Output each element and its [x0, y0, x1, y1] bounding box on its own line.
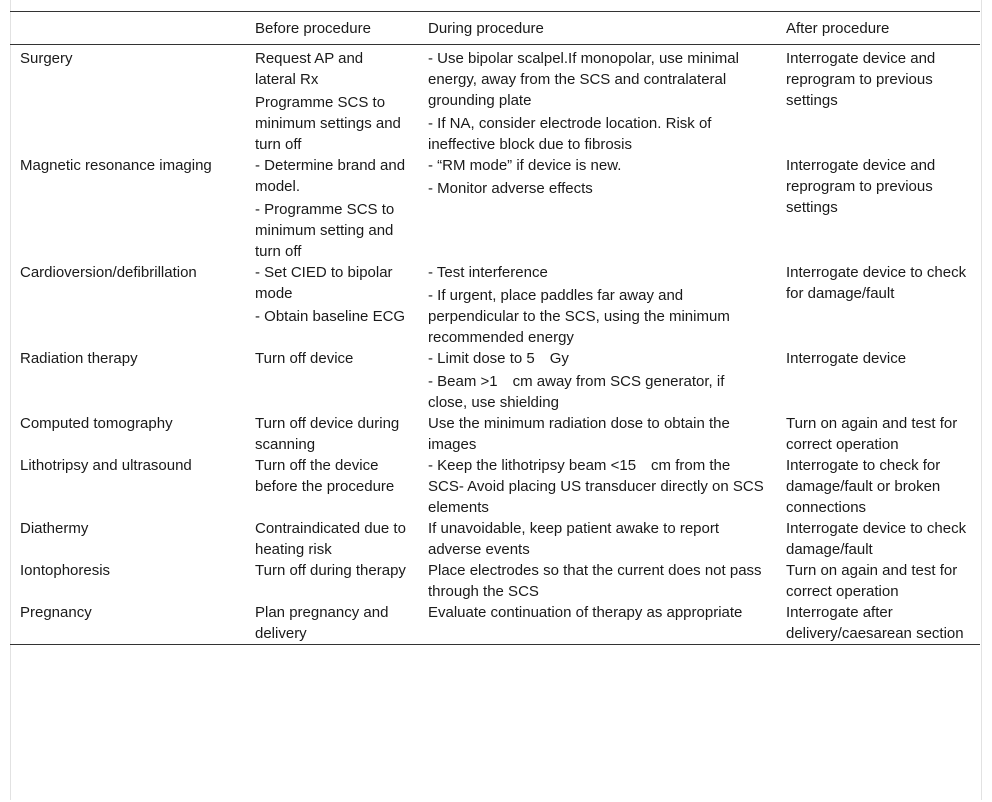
- before-cell: [245, 262, 418, 348]
- table-row: [10, 455, 980, 518]
- after-cell: [776, 602, 980, 645]
- row-label: Surgery: [20, 50, 73, 67]
- cell-paragraph: Turn off device during scanning: [255, 415, 400, 453]
- cell-paragraph: - Beam >1 cm away from SCS generator, if close, use shielding: [428, 373, 725, 411]
- after-cell: [776, 518, 980, 560]
- before-cell: [245, 348, 418, 413]
- cell-paragraph: - Monitor adverse effects: [428, 180, 593, 197]
- cell-paragraph: Interrogate device and reprogram to previous settings: [786, 157, 936, 216]
- header-before-procedure: Before procedure: [255, 19, 371, 37]
- after-cell: [776, 155, 980, 262]
- during-cell: [418, 518, 776, 560]
- before-cell: [245, 560, 418, 602]
- header-after-procedure: After procedure: [786, 19, 890, 37]
- row-label: Iontophoresis: [20, 562, 111, 579]
- header-row: [10, 12, 980, 45]
- row-label: Lithotripsy and ultrasound: [20, 457, 192, 474]
- cell-paragraph: If unavoidable, keep patient awake to report adverse events: [428, 520, 720, 558]
- row-label: Pregnancy: [20, 604, 92, 621]
- cell-paragraph: - If urgent, place paddles far away and perpendicular to the SCS, using the minimum recommended energy: [428, 287, 730, 346]
- table-row: [10, 560, 980, 602]
- during-cell: [418, 413, 776, 455]
- before-cell: [245, 155, 418, 262]
- cell-paragraph: - Keep the lithotripsy beam <15 cm from the SCS- Avoid placing US transducer directly on SCS elements: [428, 457, 764, 516]
- after-cell: [776, 560, 980, 602]
- after-cell: [776, 413, 980, 455]
- cell-paragraph: - Set CIED to bipolar mode: [255, 264, 393, 302]
- cell-paragraph: - Determine brand and model.: [255, 157, 406, 195]
- row-label: Radiation therapy: [20, 350, 138, 367]
- cell-paragraph: Turn on again and test for correct operation: [786, 562, 958, 600]
- cell-paragraph: - “RM mode” if device is new.: [428, 157, 622, 174]
- row-label: Magnetic resonance imaging: [20, 157, 212, 174]
- cell-paragraph: Request AP and lateral Rx: [255, 50, 364, 88]
- cell-paragraph: Turn off the device before the procedure: [255, 457, 395, 495]
- during-cell: [418, 560, 776, 602]
- cell-paragraph: - Limit dose to 5 Gy: [428, 350, 569, 367]
- cell-paragraph: - Obtain baseline ECG: [255, 308, 406, 325]
- header-cell-empty: [10, 12, 245, 45]
- cell-paragraph: Plan pregnancy and delivery: [255, 604, 389, 642]
- after-cell: [776, 455, 980, 518]
- during-cell: [418, 602, 776, 645]
- cell-paragraph: Interrogate after delivery/caesarean section: [786, 604, 964, 642]
- after-cell: [776, 262, 980, 348]
- cell-paragraph: Interrogate device to check for damage/fault: [786, 264, 967, 302]
- cell-paragraph: Contraindicated due to heating risk: [255, 520, 406, 558]
- table-row: [10, 155, 980, 262]
- header-during-procedure: During procedure: [428, 19, 544, 37]
- table-row: [10, 348, 980, 413]
- cell-paragraph: - Use bipolar scalpel.If monopolar, use minimal energy, away from the SCS and contralateral grounding plate: [428, 50, 739, 109]
- cell-paragraph: Interrogate to check for damage/fault or broken connections: [786, 457, 941, 516]
- after-cell: [776, 45, 980, 156]
- during-cell: [418, 45, 776, 156]
- during-cell: [418, 455, 776, 518]
- table-row: [10, 262, 980, 348]
- cell-paragraph: Turn off device: [255, 350, 354, 367]
- cell-paragraph: Use the minimum radiation dose to obtain the images: [428, 415, 730, 453]
- before-cell: [245, 45, 418, 156]
- cell-paragraph: Interrogate device and reprogram to previous settings: [786, 50, 936, 109]
- procedures-table: [10, 11, 980, 645]
- row-label: Cardioversion/defibrillation: [20, 264, 197, 281]
- cell-paragraph: Programme SCS to minimum settings and turn off: [255, 94, 401, 153]
- before-cell: [245, 602, 418, 645]
- during-cell: [418, 155, 776, 262]
- cell-paragraph: Turn off during therapy: [255, 562, 406, 579]
- row-label: Diathermy: [20, 520, 89, 537]
- before-cell: [245, 413, 418, 455]
- table-row: [10, 602, 980, 645]
- during-cell: [418, 262, 776, 348]
- before-cell: [245, 518, 418, 560]
- cell-paragraph: Interrogate device to check damage/fault: [786, 520, 967, 558]
- during-cell: [418, 348, 776, 413]
- table-row: [10, 45, 980, 156]
- cell-paragraph: Evaluate continuation of therapy as appropriate: [428, 604, 743, 621]
- cell-paragraph: - If NA, consider electrode location. Risk of ineffective block due to fibrosis: [428, 115, 712, 153]
- cell-paragraph: - Programme SCS to minimum setting and turn off: [255, 201, 395, 260]
- cell-paragraph: Turn on again and test for correct operation: [786, 415, 958, 453]
- cell-paragraph: Interrogate device: [786, 350, 907, 367]
- row-label: Computed tomography: [20, 415, 173, 432]
- cell-paragraph: - Test interference: [428, 264, 548, 281]
- after-cell: [776, 348, 980, 413]
- table-row: [10, 518, 980, 560]
- before-cell: [245, 455, 418, 518]
- table-row: [10, 413, 980, 455]
- cell-paragraph: Place electrodes so that the current does not pass through the SCS: [428, 562, 762, 600]
